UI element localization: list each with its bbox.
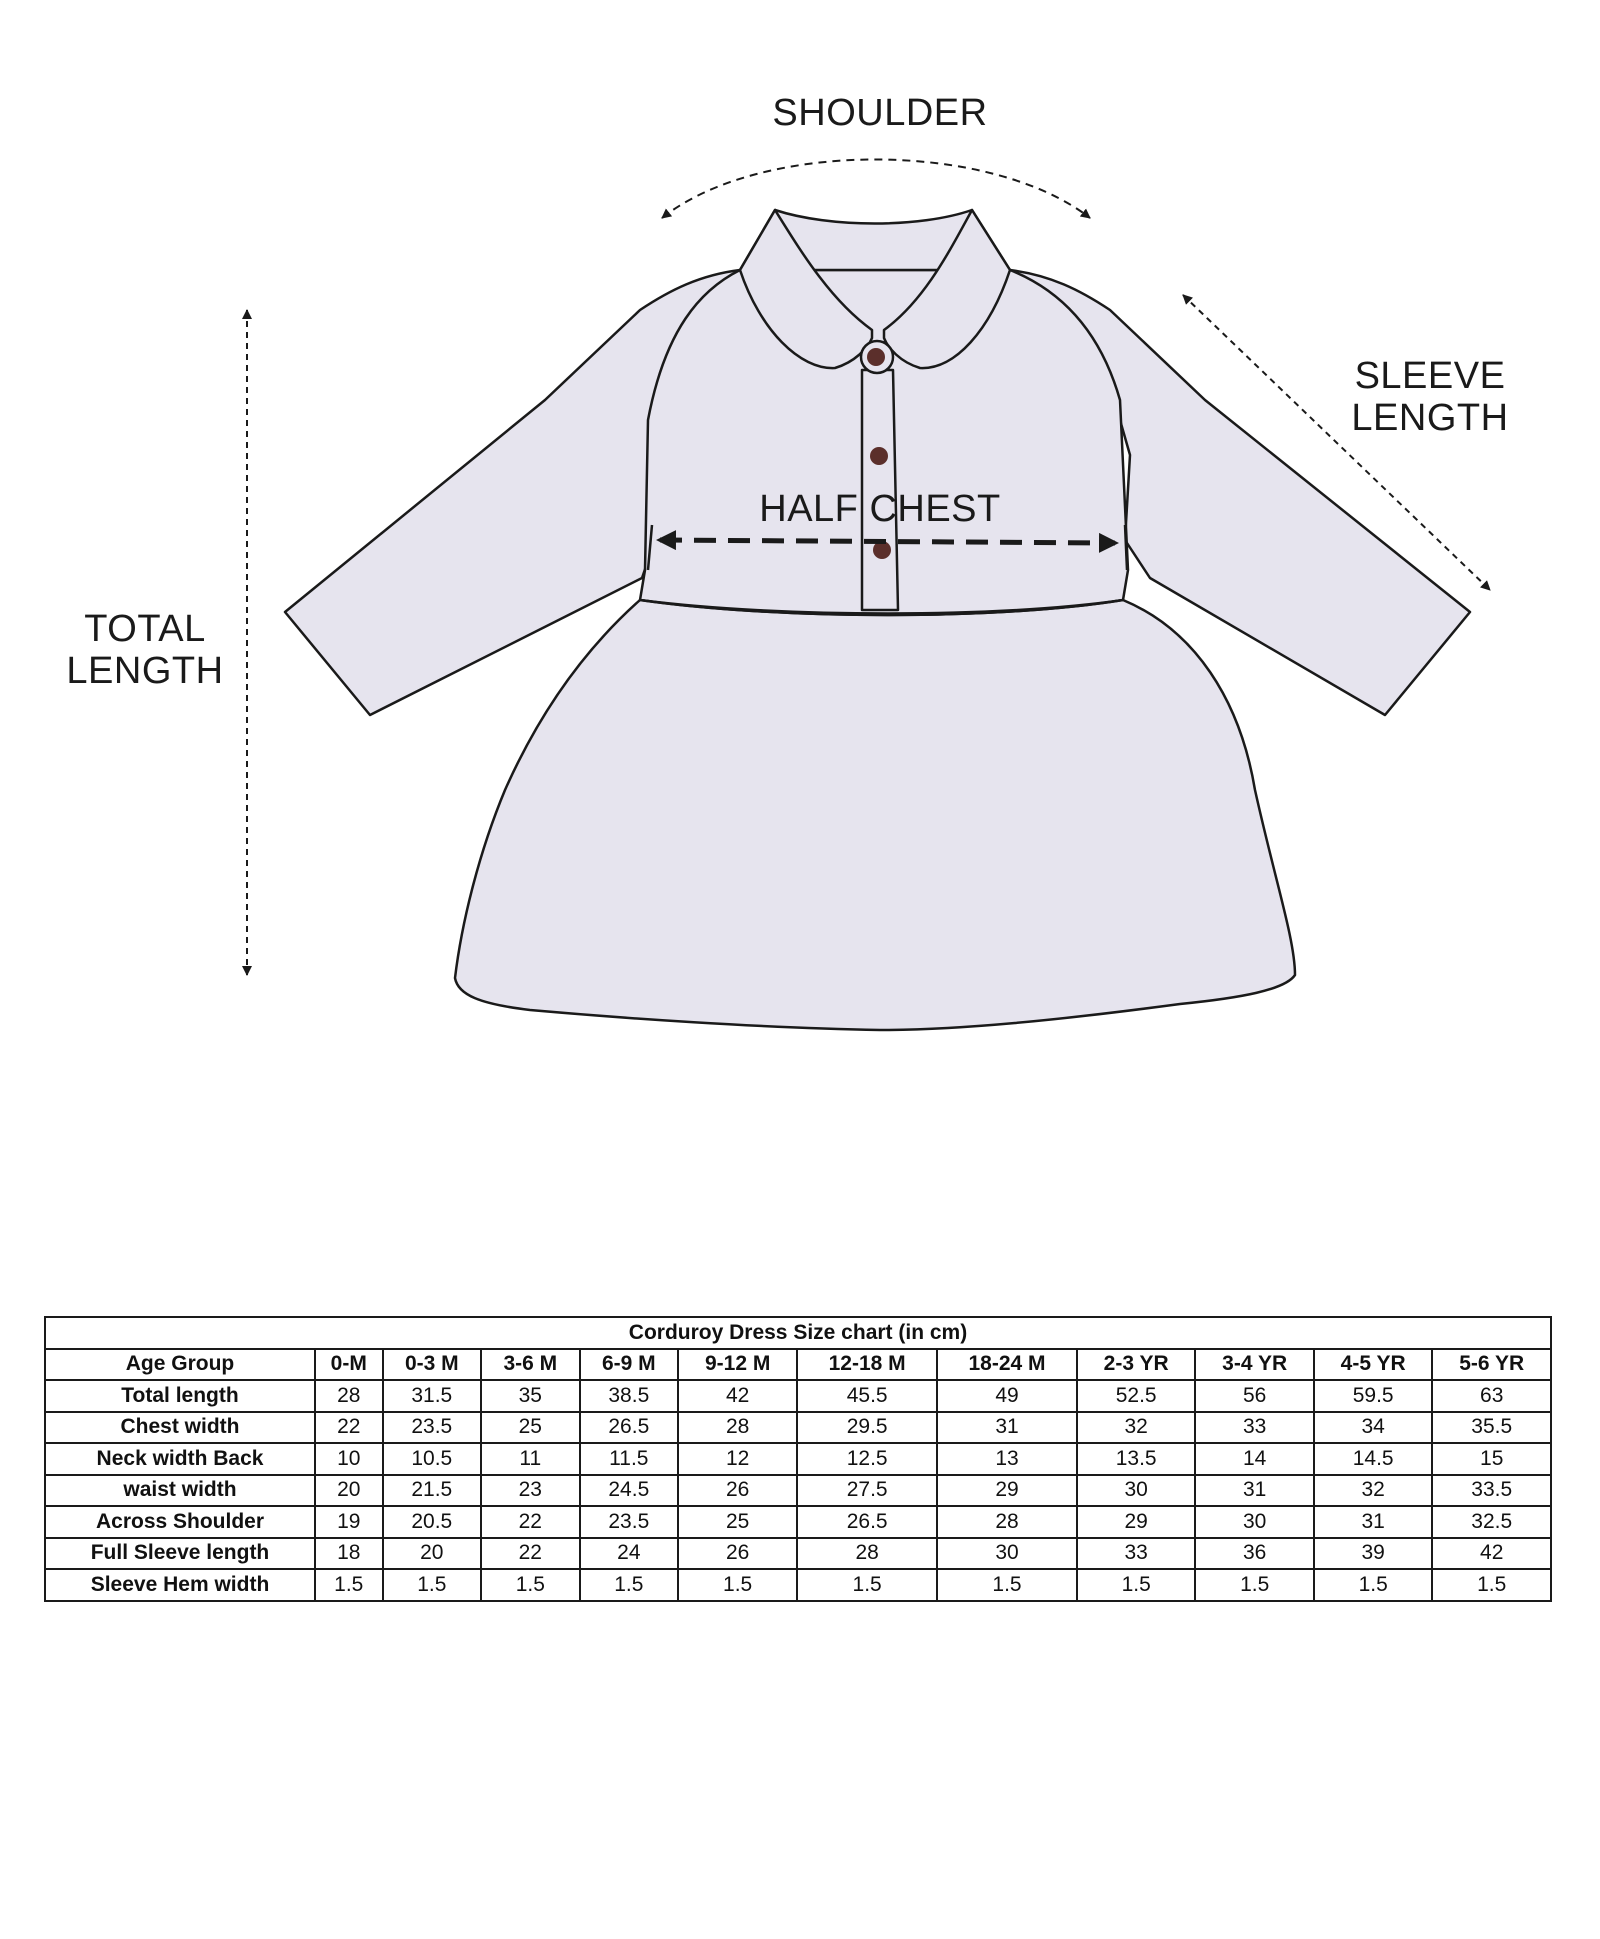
table-cell: 34 (1314, 1412, 1433, 1444)
table-cell: 33 (1077, 1538, 1196, 1570)
table-cell: 11.5 (580, 1443, 679, 1475)
table-row (45, 1538, 1551, 1570)
table-cell: 33 (1195, 1412, 1314, 1444)
half-chest-label: HALF CHEST (759, 488, 1001, 530)
table-cell: 28 (315, 1380, 383, 1412)
table-cell: 27.5 (797, 1475, 937, 1507)
row-label: Across Shoulder (45, 1506, 315, 1538)
table-cell: 1.5 (678, 1569, 797, 1601)
table-row (45, 1475, 1551, 1507)
column-header: 3-4 YR (1195, 1349, 1314, 1381)
table-cell: 25 (481, 1412, 580, 1444)
table-cell: 36 (1195, 1538, 1314, 1570)
table-cell: 18 (315, 1538, 383, 1570)
row-label: Chest width (45, 1412, 315, 1444)
column-header: 5-6 YR (1432, 1349, 1551, 1381)
button-2 (870, 447, 888, 465)
table-cell: 14 (1195, 1443, 1314, 1475)
row-label: Total length (45, 1380, 315, 1412)
table-cell: 42 (678, 1380, 797, 1412)
column-header: 2-3 YR (1077, 1349, 1196, 1381)
table-cell: 1.5 (1195, 1569, 1314, 1601)
table-cell: 26.5 (580, 1412, 679, 1444)
sleeve-label-line-1: SLEEVE (1354, 355, 1506, 397)
table-cell: 10 (315, 1443, 383, 1475)
column-header: 4-5 YR (1314, 1349, 1433, 1381)
table-row (45, 1443, 1551, 1475)
table-cell: 49 (937, 1380, 1077, 1412)
table-cell: 35.5 (1432, 1412, 1551, 1444)
table-cell: 31 (1195, 1475, 1314, 1507)
table-cell: 30 (1195, 1506, 1314, 1538)
table-cell: 30 (1077, 1475, 1196, 1507)
table-cell: 23.5 (580, 1506, 679, 1538)
row-label: Full Sleeve length (45, 1538, 315, 1570)
column-header: 0-3 M (383, 1349, 482, 1381)
row-label: waist width (45, 1475, 315, 1507)
table-cell: 29.5 (797, 1412, 937, 1444)
table-cell: 26 (678, 1475, 797, 1507)
table-cell: 29 (1077, 1506, 1196, 1538)
table-cell: 1.5 (1432, 1569, 1551, 1601)
table-cell: 1.5 (580, 1569, 679, 1601)
table-cell: 19 (315, 1506, 383, 1538)
table-cell: 10.5 (383, 1443, 482, 1475)
table-row (45, 1569, 1551, 1601)
sleeve-label-line-2: LENGTH (1351, 397, 1509, 439)
table-cell: 24 (580, 1538, 679, 1570)
table-cell: 1.5 (315, 1569, 383, 1601)
total-label-line-2: LENGTH (66, 650, 224, 692)
total-length-label (40, 608, 250, 692)
table-cell: 32 (1077, 1412, 1196, 1444)
table-row (45, 1412, 1551, 1444)
table-cell: 1.5 (383, 1569, 482, 1601)
table-cell: 31 (937, 1412, 1077, 1444)
table-cell: 23.5 (383, 1412, 482, 1444)
table-cell: 45.5 (797, 1380, 937, 1412)
row-label: Neck width Back (45, 1443, 315, 1475)
table-cell: 28 (678, 1412, 797, 1444)
table-cell: 1.5 (937, 1569, 1077, 1601)
shoulder-label: SHOULDER (772, 92, 988, 134)
table-cell: 31.5 (383, 1380, 482, 1412)
table-header-row (45, 1349, 1551, 1381)
dress-illustration (285, 210, 1470, 1030)
table-cell: 32 (1314, 1475, 1433, 1507)
table-cell: 21.5 (383, 1475, 482, 1507)
table-cell: 1.5 (1314, 1569, 1433, 1601)
table-cell: 20 (383, 1538, 482, 1570)
table-cell: 1.5 (481, 1569, 580, 1601)
header-age-group: Age Group (45, 1349, 315, 1381)
table-cell: 32.5 (1432, 1506, 1551, 1538)
table-cell: 52.5 (1077, 1380, 1196, 1412)
table-cell: 1.5 (1077, 1569, 1196, 1601)
total-label-line-1: TOTAL (84, 608, 206, 650)
table-row (45, 1506, 1551, 1538)
table-cell: 15 (1432, 1443, 1551, 1475)
shoulder-arrow (662, 160, 1090, 219)
table-cell: 12.5 (797, 1443, 937, 1475)
table-cell: 30 (937, 1538, 1077, 1570)
table-cell: 13 (937, 1443, 1077, 1475)
table-cell: 22 (481, 1506, 580, 1538)
column-header: 6-9 M (580, 1349, 679, 1381)
table-cell: 11 (481, 1443, 580, 1475)
column-header: 12-18 M (797, 1349, 937, 1381)
table-cell: 12 (678, 1443, 797, 1475)
table-cell: 35 (481, 1380, 580, 1412)
table-cell: 26.5 (797, 1506, 937, 1538)
table-title: Corduroy Dress Size chart (in cm) (45, 1317, 1551, 1349)
table-cell: 28 (937, 1506, 1077, 1538)
table-cell: 23 (481, 1475, 580, 1507)
table-row (45, 1380, 1551, 1412)
column-header: 0-M (315, 1349, 383, 1381)
table-title-row (45, 1317, 1551, 1349)
table-cell: 26 (678, 1538, 797, 1570)
table-cell: 20 (315, 1475, 383, 1507)
skirt (455, 600, 1295, 1030)
table-cell: 25 (678, 1506, 797, 1538)
column-header: 18-24 M (937, 1349, 1077, 1381)
table-cell: 56 (1195, 1380, 1314, 1412)
table-cell: 13.5 (1077, 1443, 1196, 1475)
table-cell: 28 (797, 1538, 937, 1570)
table-cell: 29 (937, 1475, 1077, 1507)
table-cell: 39 (1314, 1538, 1433, 1570)
row-label: Sleeve Hem width (45, 1569, 315, 1601)
table-body (45, 1380, 1551, 1601)
table-cell: 22 (481, 1538, 580, 1570)
table-cell: 24.5 (580, 1475, 679, 1507)
table-cell: 33.5 (1432, 1475, 1551, 1507)
size-chart-table (44, 1316, 1552, 1602)
button-1 (867, 348, 885, 366)
table-cell: 1.5 (797, 1569, 937, 1601)
table-cell: 63 (1432, 1380, 1551, 1412)
column-header: 3-6 M (481, 1349, 580, 1381)
column-header: 9-12 M (678, 1349, 797, 1381)
table-cell: 14.5 (1314, 1443, 1433, 1475)
table-cell: 38.5 (580, 1380, 679, 1412)
table-cell: 59.5 (1314, 1380, 1433, 1412)
table-cell: 22 (315, 1412, 383, 1444)
table-cell: 31 (1314, 1506, 1433, 1538)
table-cell: 42 (1432, 1538, 1551, 1570)
sleeve-length-label (1300, 355, 1560, 439)
table-cell: 20.5 (383, 1506, 482, 1538)
